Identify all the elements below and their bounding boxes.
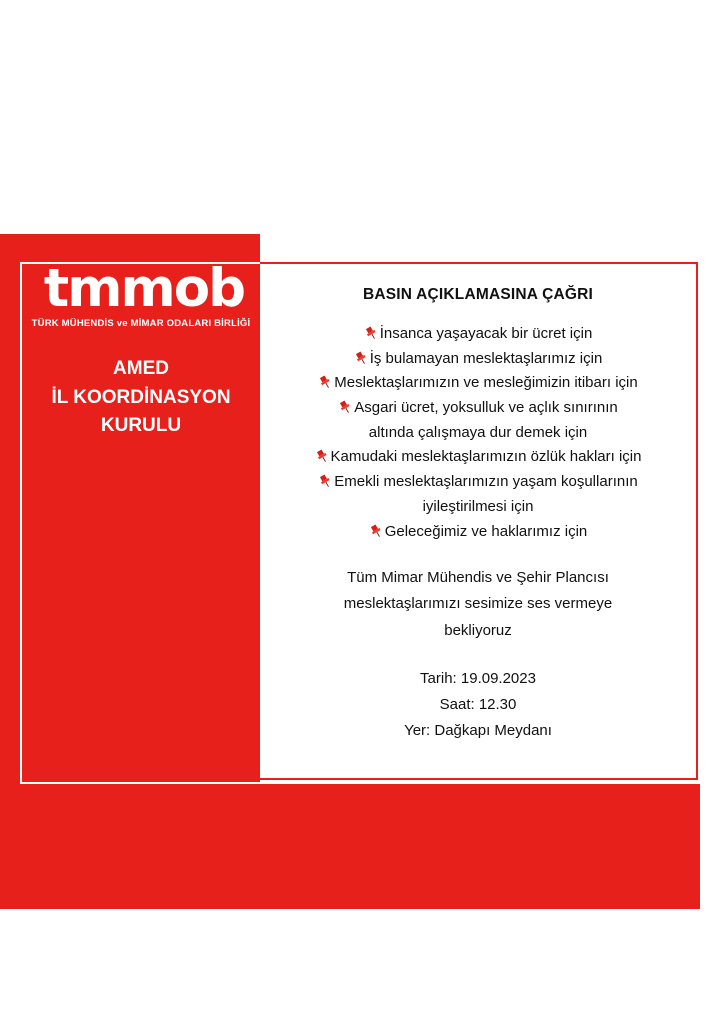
pushpin-icon (338, 400, 353, 415)
organization-line-1: AMED (113, 358, 169, 379)
list-item (278, 470, 678, 494)
organization-line-3: KURULU (100, 415, 182, 436)
announcement-inner-frame (260, 262, 698, 780)
tmmob-logo-subtitle: TÜRK MÜHENDİS ve MİMAR ODALARI BİRLİĞİ (31, 318, 251, 329)
event-date: Tarih: 19.09.2023 (420, 669, 536, 687)
call-line-3: bekliyoruz (444, 621, 512, 639)
demands-list (278, 322, 678, 543)
demand-text: Kamudaki meslektaşlarımızın özlük hakları için (330, 448, 642, 466)
list-item (278, 347, 678, 371)
call-line-1: Tüm Mimar Mühendis ve Şehir Plancısı (347, 569, 609, 587)
demand-text: altında çalışmaya dur demek için (368, 423, 588, 441)
list-item (278, 371, 678, 395)
demand-text: Asgari ücret, yoksulluk ve açlık sınırının (354, 399, 618, 417)
organization-line-2: İL KOORDİNASYON (51, 386, 231, 408)
call-to-action (278, 565, 678, 644)
call-line-2: meslektaşlarımızı sesimize ses vermeye (343, 595, 613, 613)
list-item (278, 445, 678, 469)
pushpin-icon (364, 326, 379, 341)
list-item (278, 495, 678, 519)
list-item (278, 396, 678, 420)
announcement-headline: BASIN AÇIKLAMASINA ÇAĞRI (362, 286, 594, 303)
list-item (278, 322, 678, 346)
event-details (278, 666, 678, 745)
organization-name (22, 355, 260, 441)
pushpin-icon (318, 375, 333, 390)
announcement-panel (260, 234, 700, 784)
tmmob-logo-text: tmmob (43, 258, 245, 319)
demand-text: Geleceğimiz ve haklarımız için (384, 522, 588, 540)
demand-text: İnsanca yaşayacak bir ücret için (379, 325, 593, 342)
list-item (278, 421, 678, 445)
pushpin-icon (369, 524, 384, 539)
pushpin-icon (318, 474, 333, 489)
event-time: Saat: 12.30 (439, 696, 517, 714)
demand-text: iyileştirilmesi için (422, 497, 534, 515)
demand-text: Meslektaşlarımızın ve mesleğimizin itibarı için (334, 374, 638, 392)
tmmob-branding (22, 258, 260, 441)
list-item (278, 520, 678, 544)
event-location: Yer: Dağkapı Meydanı (404, 722, 552, 740)
demand-text: Emekli meslektaşlarımızın yaşam koşullarının (334, 473, 638, 491)
pushpin-icon (354, 351, 369, 366)
demand-text: İş bulamayan meslektaşlarımız için (369, 349, 603, 367)
pushpin-icon (315, 449, 330, 464)
